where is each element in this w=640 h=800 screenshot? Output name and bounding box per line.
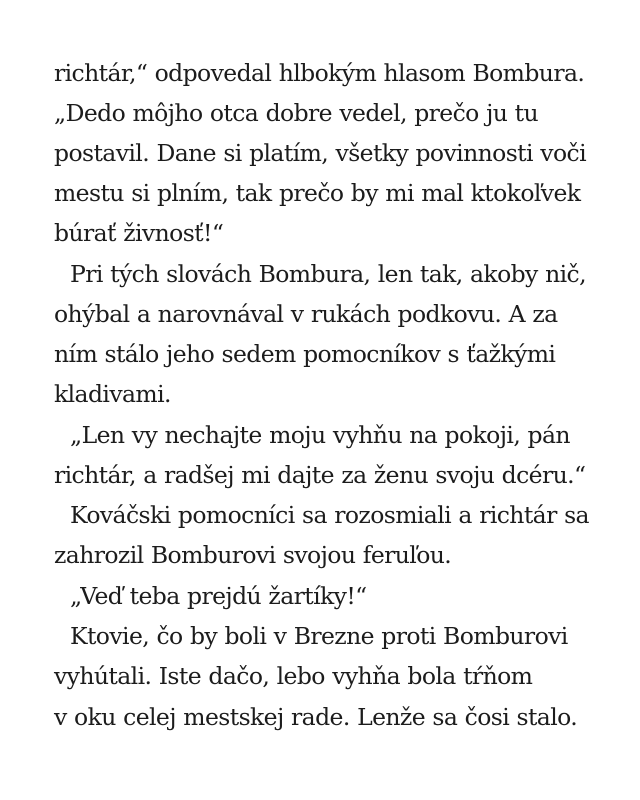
text-line: Pri tých slovách Bombura, len tak, akoby nič, — [70, 260, 586, 288]
text-line: Ktovie, čo by boli v Brezne proti Bomburovi — [70, 622, 568, 650]
text-line: richtár, a radšej mi dajte za ženu svoju dcéru.“ — [54, 461, 586, 489]
text-line: richtár,“ odpovedal hlbokým hlasom Bombura. — [54, 59, 585, 87]
text-line: kladivami. — [54, 380, 171, 408]
text-line: búrať živnosť!“ — [54, 219, 224, 247]
text-line: ním stálo jeho sedem pomocníkov s ťažkými — [54, 340, 556, 368]
text-line: „Veď teba prejdú žartíky!“ — [70, 582, 367, 610]
text-line: Kováčski pomocníci sa rozosmiali a richtár sa — [70, 501, 589, 529]
text-line: postavil. Dane si platím, všetky povinnosti voči — [54, 139, 586, 167]
text-line: mestu si plním, tak prečo by mi mal ktokoľvek — [54, 179, 581, 207]
text-line: ohýbal a narovnával v rukách podkovu. A za — [54, 300, 558, 328]
text-line: „Dedo môjho otca dobre vedel, prečo ju tu — [54, 99, 539, 127]
text-line: v oku celej mestskej rade. Lenže sa čosi stalo. — [54, 703, 578, 731]
text-line: vyhútali. Iste dačo, lebo vyhňa bola tŕňom — [54, 662, 533, 690]
text-line: „Len vy nechajte moju vyhňu na pokoji, pán — [70, 421, 570, 449]
text-line: zahrozil Bomburovi svojou feruľou. — [54, 541, 452, 569]
